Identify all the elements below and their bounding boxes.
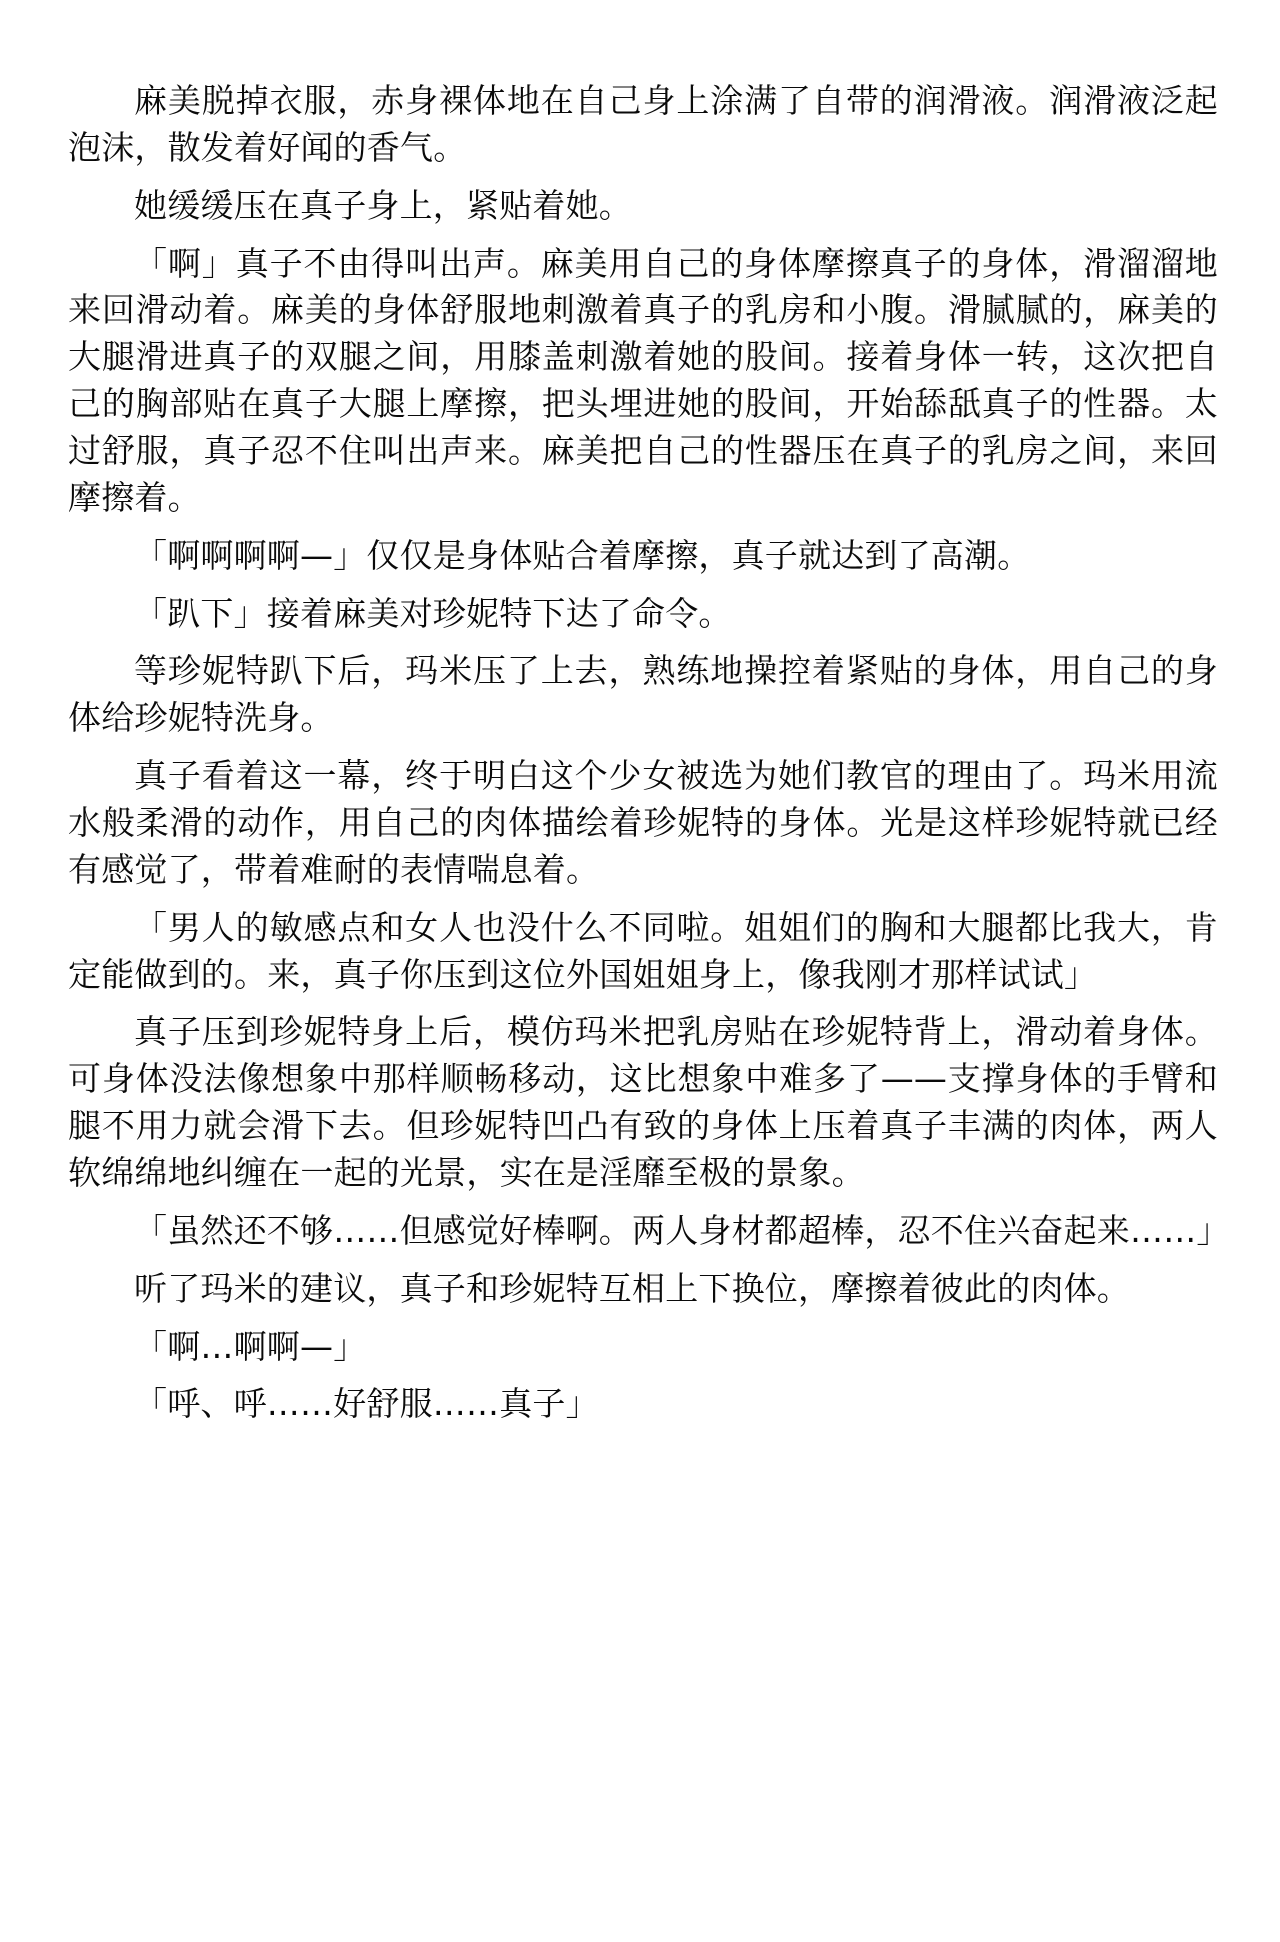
paragraph: 等珍妮特趴下后，玛米压了上去，熟练地操控着紧贴的身体，用自己的身体给珍妮特洗身。 <box>68 651 1218 738</box>
paragraph: 她缓缓压在真子身上，紧贴着她。 <box>134 185 632 225</box>
paragraph: 听了玛米的建议，真子和珍妮特互相上下换位，摩擦着彼此的肉体。 <box>134 1268 1130 1308</box>
paragraph: 麻美脱掉衣服，赤身裸体地在自己身上涂满了自带的润滑液。润滑液泛起泡沫，散发着好闻的香气。 <box>68 81 1218 167</box>
paragraph: 「男人的敏感点和女人也没什么不同啦。姐姐们的胸和大腿都比我大，肯定能做到的。来，真子你压到这位外国姐姐身上，像我刚才那样试试」 <box>68 907 1218 994</box>
paragraph: 「趴下」接着麻美对珍妮特下达了命令。 <box>134 593 732 633</box>
paragraph: 真子压到珍妮特身上后，模仿玛米把乳房贴在珍妮特背上，滑动着身体。可身体没法像想象中那样顺畅移动，这比想象中难多了——支撑身体的手臂和腿不用力就会滑下去。但珍妮特凹凸有致的身体上压着真子丰满的肉体，两人软绵绵地纠缠在一起的光景，实在是淫靡至极的景象。 <box>68 1012 1218 1193</box>
document-body <box>68 78 1230 1428</box>
paragraph: 真子看着这一幕，终于明白这个少女被选为她们教官的理由了。玛米用流水般柔滑的动作，用自己的肉体描绘着珍妮特的身体。光是这样珍妮特就已经有感觉了，带着难耐的表情喘息着。 <box>68 756 1218 889</box>
paragraph: 「啊」真子不由得叫出声。麻美用自己的身体摩擦真子的身体，滑溜溜地来回滑动着。麻美的身体舒服地刺激着真子的乳房和小腹。滑腻腻的，麻美的大腿滑进真子的双腿之间，用膝盖刺激着她的股间。接着身体一转，这次把自己的胸部贴在真子大腿上摩擦，把头埋进她的股间，开始舔舐真子的性器。太过舒服，真子忍不住叫出声来。麻美把自己的性器压在真子的乳房之间，来回摩擦着。 <box>68 243 1218 517</box>
paragraph: 「啊…啊啊—」 <box>134 1326 367 1366</box>
paragraph: 「呼、呼……好舒服……真子」 <box>134 1384 599 1424</box>
paragraph: 「虽然还不够……但感觉好棒啊。两人身材都超棒，忍不住兴奋起来……」 <box>134 1210 1230 1250</box>
paragraph: 「啊啊啊啊—」仅仅是身体贴合着摩擦，真子就达到了高潮。 <box>134 535 1031 575</box>
